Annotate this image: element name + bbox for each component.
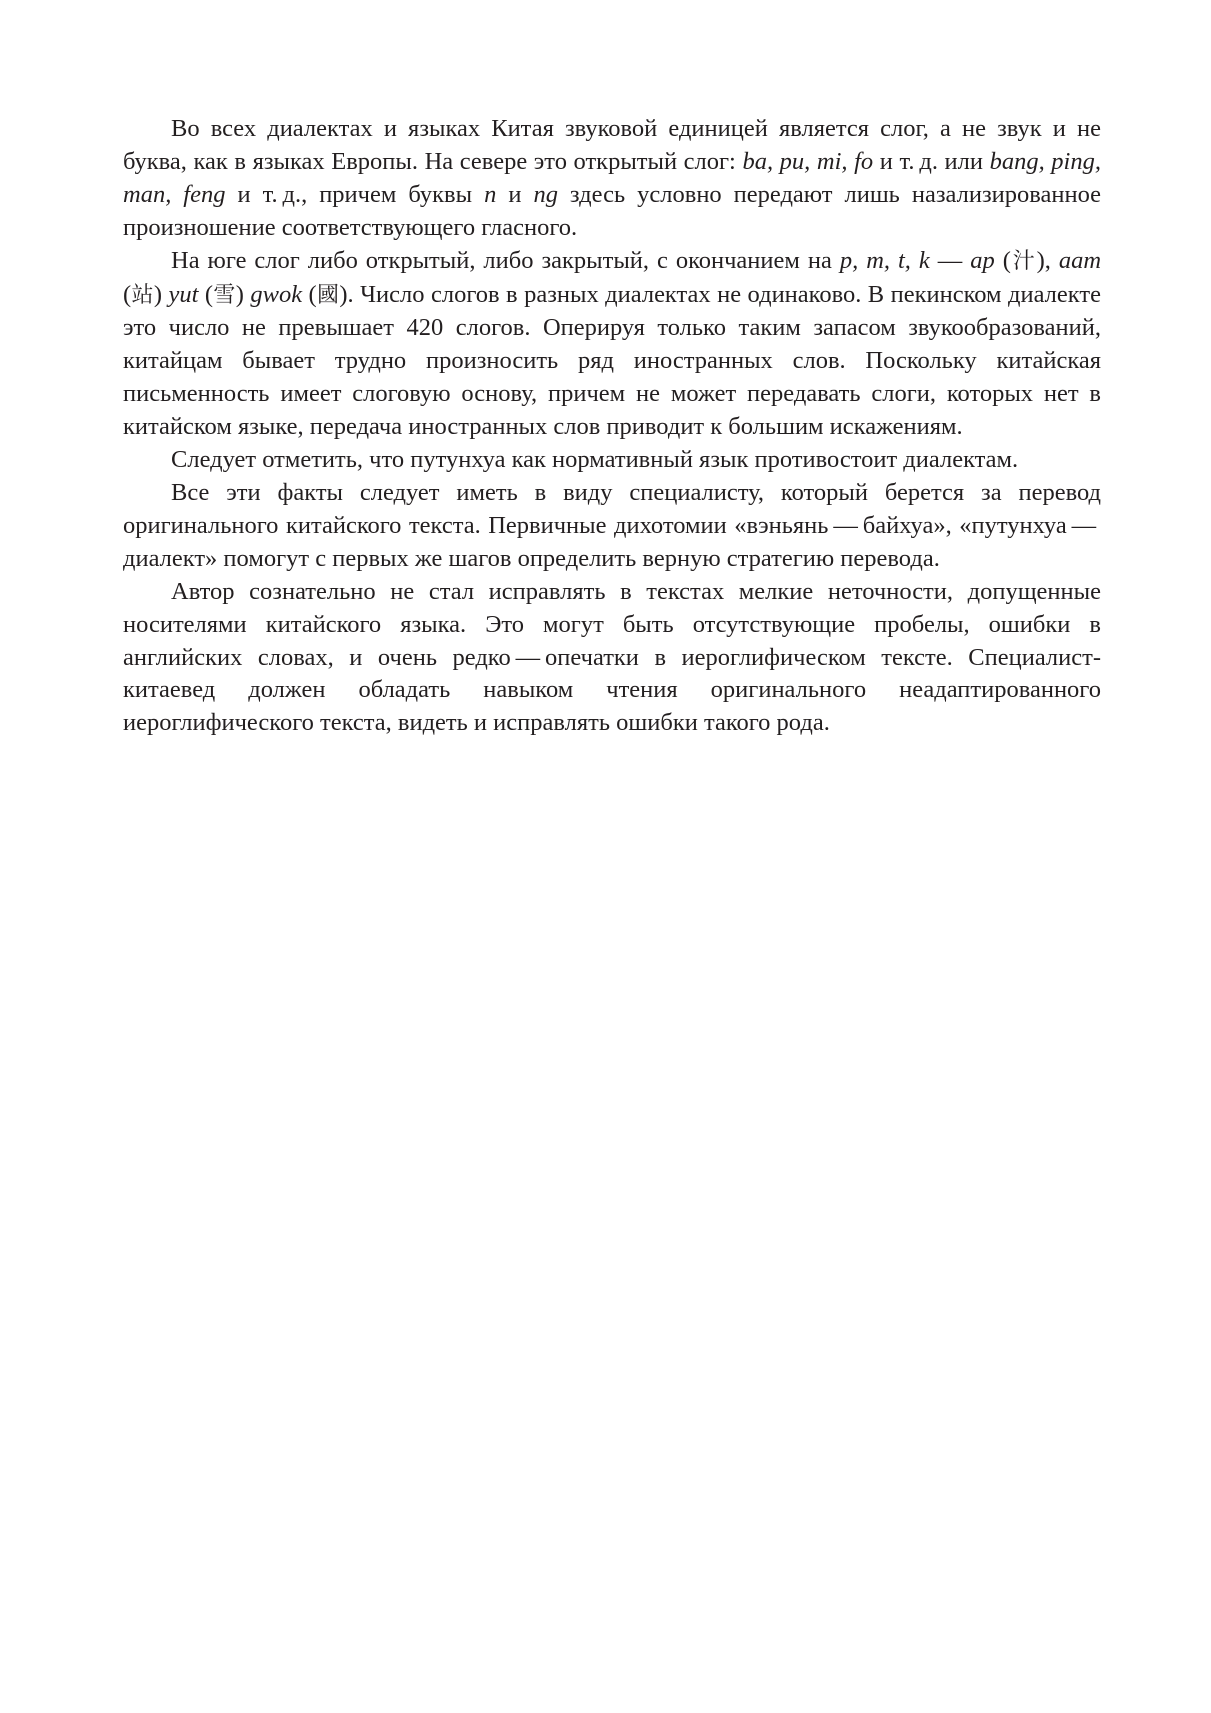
text-run: ),: [1036, 246, 1059, 274]
chinese-character: 汁: [1010, 248, 1037, 274]
romanization: n: [484, 180, 497, 208]
text-run: ). Число слогов в разных диалектах не одинаково. В пекинском диалекте это число не превышает 420 слогов. Оперируя только таким запасом звукообразований, китайцам бывает трудно произносить ряд иностранных слов. Поскольку китайская письменность имеет слоговую основу, причем не может передавать слоги, которых нет в китайском языке, передача иностранных слов приводит к большим искажениям.: [123, 280, 1101, 441]
paragraph: [123, 113, 1101, 245]
text-run: и: [496, 180, 534, 208]
romanization: p, m, t, k: [839, 246, 930, 274]
text-run: Автор сознательно не стал исправлять в текстах мелкие неточности, допущенные носителями китайского языка. Это могут быть отсутствующие пробелы, ошибки в английских словах, и очень редко — опечатки в иероглифическом тексте. Специалист-китаевед должен обладать навыком чтения оригинального неадаптированного иероглифического текста, видеть и исправлять ошибки такого рода.: [123, 577, 1101, 737]
paragraph: [123, 245, 1101, 444]
romanization: yut: [168, 280, 199, 308]
body-text: [123, 113, 1101, 740]
text-run: (: [123, 280, 132, 308]
chinese-character: 雪: [213, 282, 236, 308]
romanization: bang, ping, man, feng: [123, 147, 1101, 208]
text-run: и т. д., причем буквы: [225, 180, 485, 208]
paragraph: [123, 576, 1101, 741]
text-run: Во всех диалектах и языках Китая звуковой единицей является слог, а не звук и не буква, как в языках Европы. На севере это открытый слог:: [123, 115, 1101, 175]
paragraph: [123, 444, 1101, 477]
text-run: —: [929, 246, 971, 274]
text-run: (: [198, 280, 214, 308]
paragraph: [123, 477, 1101, 576]
text-run: и т. д. или: [873, 147, 990, 175]
text-run: На юге слог либо открытый, либо закрытый, с окончанием на: [171, 246, 840, 274]
chinese-character: 國: [316, 282, 340, 308]
romanization: ng: [533, 180, 558, 208]
text-run: ): [153, 280, 169, 308]
chinese-character: 站: [131, 282, 154, 308]
text-run: (: [994, 246, 1011, 274]
romanization: aam: [1058, 246, 1102, 274]
romanization: ba, pu, mi, fo: [742, 147, 874, 175]
text-run: Следует отметить, что путунхуа как нормативный язык противостоит диалектам.: [171, 446, 1019, 474]
text-run: здесь условно передают лишь назализированное произношение соответствующего гласного.: [123, 180, 1101, 241]
text-run: ): [235, 280, 251, 308]
romanization: gwok: [250, 280, 303, 308]
text-run: (: [302, 280, 317, 308]
text-run: Все эти факты следует иметь в виду специалисту, который берется за перевод оригинального китайского текста. Первичные дихотомии «вэньянь — байхуа», «путунхуа — диалект» помогут с первых же шагов определить верную стратегию перевода.: [123, 478, 1101, 572]
romanization: ap: [970, 246, 995, 274]
